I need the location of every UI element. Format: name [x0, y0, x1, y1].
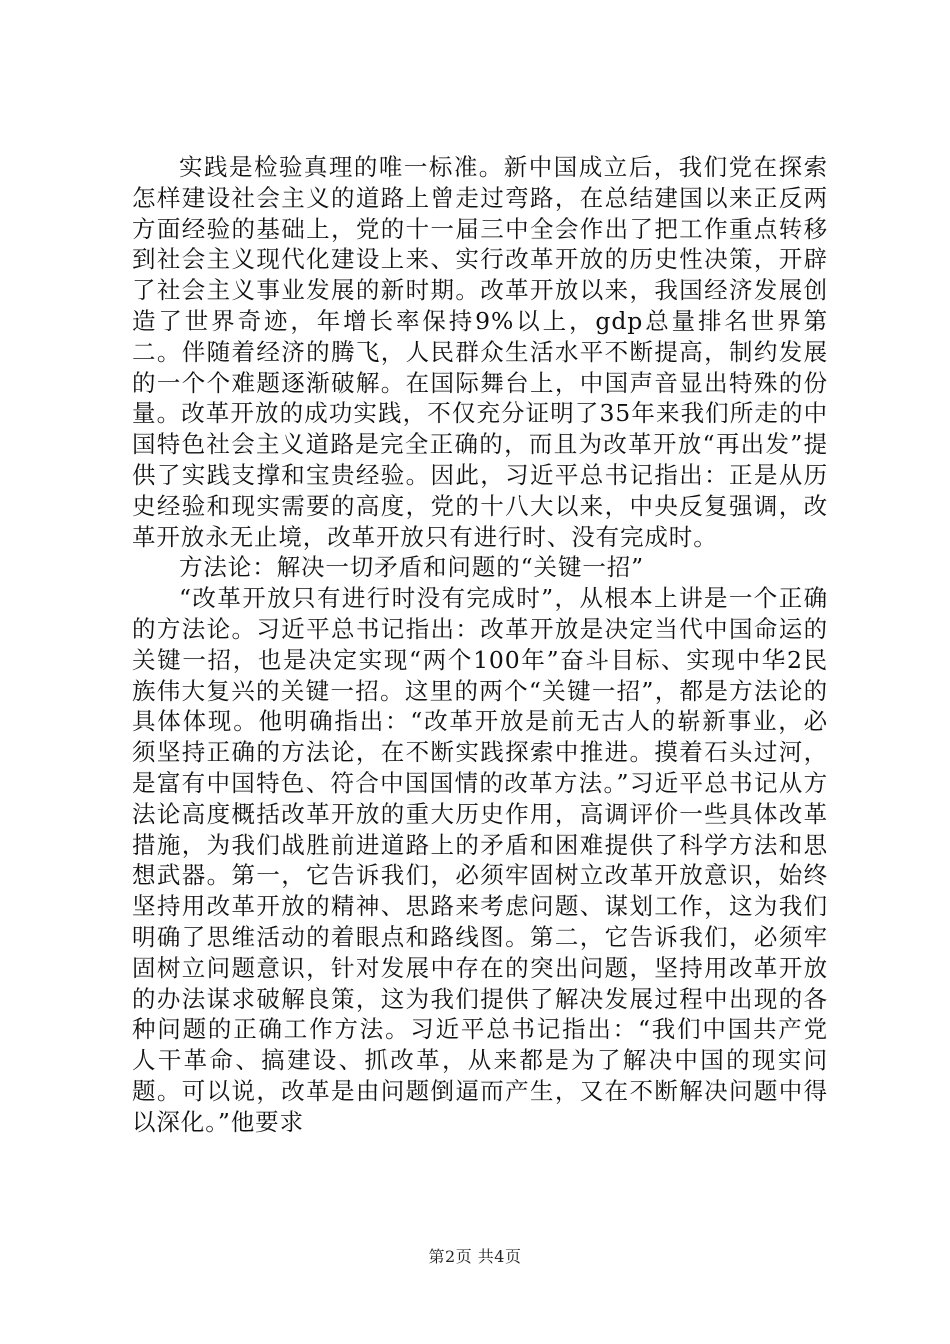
paragraph-practice-standard: 实践是检验真理的唯一标准。新中国成立后，我们党在探索怎样建设社会主义的道路上曾走过弯路，在总结建国以来正反两方面经验的基础上，党的十一届三中全会作出了把工作重点转移到社会主义现代化建设上来、实行改革开放的历史性决策，开辟了社会主义事业发展的新时期。改革开放以来，我国经济发展创造了世界奇迹，年增长率保持9%以上，gdp总量排名世界第二。伴随着经济的腾飞，人民群众生活水平不断提高，制约发展的一个个难题逐渐破解。在国际舞台上，中国声音显出特殊的份量。改革开放的成功实践，不仅充分证明了35年来我们所走的中国特色社会主义道路是完全正确的，而且为改革开放“再出发”提供了实践支撑和宝贵经验。因此，习近平总书记指出：正是从历史经验和现实需要的高度，党的十八大以来，中央反复强调，改革开放永无止境，改革开放只有进行时、没有完成时。 — [132, 153, 828, 551]
section-heading-methodology: 方法论：解决一切矛盾和问题的“关键一招” — [179, 553, 645, 582]
page-footer: 第2页 共4页 — [428, 1247, 522, 1266]
paragraph-methodology: “改革开放只有进行时没有完成时”，从根本上讲是一个正确的方法论。习近平总书记指出：改革开放是决定当代中国命运的关键一招，也是决定实现“两个100年”奋斗目标、实现中华2民族伟大复兴的关键一招。这里的两个“关键一招”，都是方法论的具体体现。他明确指出：“改革开放是前无古人的崭新事业，必须坚持正确的方法论，在不断实践探索中推进。摸着石头过河，是富有中国特色、符合中国国情的改革方法。”习近平总书记从方法论高度概括改革开放的重大历史作用，高调评价一些具体改革措施，为我们战胜前进道路上的矛盾和困难提供了科学方法和思想武器。第一，它告诉我们，必须牢固树立改革开放意识，始终坚持用改革开放的精神、思路来考虑问题、谋划工作，这为我们明确了思维活动的着眼点和路线图。第二，它告诉我们，必须牢固树立问题意识，针对发展中存在的突出问题，坚持用改革开放的办法谋求破解良策，这为我们提供了解决发展过程中出现的各种问题的正确工作方法。习近平总书记指出：“我们中国共产党人干革命、搞建设、抓改革，从来都是为了解决中国的现实问题。可以说，改革是由问题倒逼而产生，又在不断解决问题中得以深化。”他要求 — [132, 584, 828, 1136]
document-body — [132, 152, 828, 1138]
